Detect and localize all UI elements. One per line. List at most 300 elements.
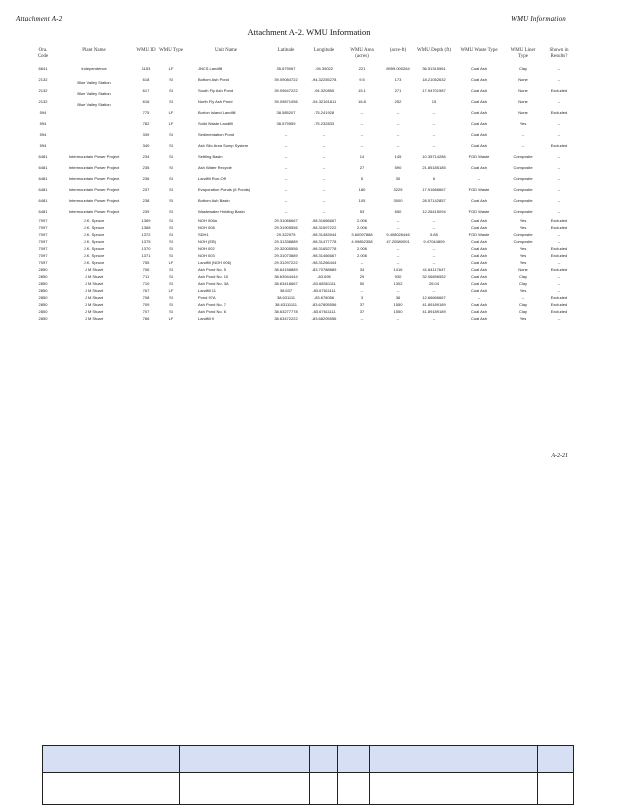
cell-area: -- [360,316,364,321]
page-title: Attachment A-2. WMU Information [247,27,371,37]
cell-id: 617 [142,88,150,93]
col-header-id: WMU ID [136,48,156,53]
cell-lat: 29.32005556 [274,246,298,251]
cell-shown: -- [557,260,561,265]
table-row [32,107,578,118]
cell-liner: Yes [519,253,527,258]
cell-depth: 17.94701987 [422,88,446,93]
table-row [32,217,578,224]
cell-unit: Wastewater Holding Basin [198,209,245,214]
cell-lat: 29.31297222 [274,260,298,265]
bottom-table-divider [309,746,310,804]
cell-id: 708 [142,295,150,300]
cell-shown: -- [557,187,561,192]
cell-shown: Excluded [550,110,568,115]
cell-liner: Composite [513,209,533,214]
cell-lat: 35.679067 [276,66,296,71]
cell-id: 782 [142,121,150,126]
cell-vol: 3225 [393,187,403,192]
cell-shown: -- [557,232,561,237]
cell-area: 50 [359,281,365,286]
cell-depth: 26.04 [428,281,439,286]
cell-area: 27 [359,165,365,170]
table-row [32,245,578,252]
table-row [32,162,578,173]
cell-depth: 41.89189189 [422,309,446,314]
cell-code: 2850 [38,267,48,272]
cell-code: 594 [39,110,47,115]
cell-plant: J M Stuart [84,288,104,293]
cell-plant: Intermountain Power Project [68,154,120,159]
cell-waste: Coal Ash [470,288,487,293]
cell-unit: SDH1 [198,232,209,237]
cell-type: LF [168,121,174,126]
cell-lat: 39.09084722 [274,77,298,82]
cell-liner: Composite [513,187,533,192]
table-row [32,206,578,217]
cell-code: 7097 [38,246,48,251]
cell-lon: -83.68205556 [311,316,337,321]
table-row [32,315,578,322]
cell-code: 7097 [38,218,48,223]
cell-type: SI [169,239,173,244]
table-header-row [32,48,578,63]
cell-shown: -- [557,198,561,203]
cell-waste: Coal Ash [470,281,487,286]
cell-lon: -98.31666667 [311,218,337,223]
cell-lat: 38.63416667 [274,281,298,286]
cell-type: SI [169,132,173,137]
cell-liner: Clay [518,302,527,307]
wmu-table [32,48,578,322]
cell-lon: -83.67611111 [312,309,336,314]
cell-vol: 1416 [393,267,403,272]
cell-id: 775 [142,110,150,115]
col-header-plant: Plant Name [82,48,106,53]
cell-lon: -98.31477778 [311,239,337,244]
cell-depth: -- [432,121,436,126]
cell-vol: 650 [394,209,402,214]
cell-shown: Excluded [550,218,568,223]
cell-code: 2850 [38,302,48,307]
cell-lon: -83.68361111 [312,281,336,286]
cell-depth: 15 [431,99,437,104]
cell-area: 221 [358,66,366,71]
cell-unit: Settling Basin [198,154,223,159]
cell-id: 616 [142,99,150,104]
cell-waste: FGD Waste [468,187,490,192]
cell-lat: 38.63944444 [274,274,298,279]
cell-shown: Excluded [550,225,568,230]
table-row [32,287,578,294]
cell-id: 755 [142,260,150,265]
cell-waste: Coal Ash [470,99,487,104]
cell-unit: Ash Pond No. 5 [198,267,227,272]
cell-vol: 590 [394,165,402,170]
cell-depth: -- [432,143,436,148]
cell-lat: -- [284,176,288,181]
cell-liner: Clay [518,309,527,314]
cell-vol: 47.20580001 [386,239,410,244]
cell-vol: 173 [394,77,402,82]
cell-area: 180 [358,187,366,192]
cell-waste: Coal Ash [470,121,487,126]
bottom-table-header-band [43,746,573,773]
table-row [32,96,578,107]
col-header-type: WMU Type [159,48,183,53]
cell-liner: Composite [513,239,533,244]
cell-id: 340 [142,143,150,148]
cell-unit: Burton Island Landfill [198,110,236,115]
cell-lon: -83.695 [317,274,331,279]
cell-plant: J M Stuart [84,302,104,307]
cell-id: 767 [142,288,150,293]
cell-plant: J M Stuart [84,316,104,321]
bottom-table-divider [369,746,370,804]
table-row [32,140,578,151]
cell-waste: Coal Ash [470,218,487,223]
cell-lat: -- [284,165,288,170]
cell-lat: 38.631111 [276,295,296,300]
cell-code: 2850 [38,274,48,279]
cell-vol: 271 [394,88,402,93]
table-row [32,280,578,287]
table-row [32,252,578,259]
cell-lat: -- [284,154,288,159]
cell-type: SI [169,295,173,300]
bottom-table-divider [537,746,538,804]
cell-vol: 30 [395,176,401,181]
cell-vol: -- [396,316,400,321]
col-header-area: WMU Area (acres) [350,48,374,59]
cell-unit: Ash Water Recycle [198,165,232,170]
cell-code: 7097 [38,253,48,258]
cell-lat: 39.09871056 [274,99,298,104]
cell-type: SI [169,225,173,230]
cell-code: 2850 [38,309,48,314]
cell-waste: Coal Ash [470,225,487,230]
cell-lon: -- [322,154,326,159]
cell-depth: 41.89189189 [422,302,446,307]
cell-liner: Yes [519,246,527,251]
cell-plant: Intermountain Power Project [68,209,120,214]
cell-vol: -- [396,288,400,293]
cell-vol: -- [396,225,400,230]
cell-plant [54,118,134,129]
cell-plant: Intermountain Power Project [68,198,120,203]
cell-liner: Yes [519,260,527,265]
cell-waste: Coal Ash [470,77,487,82]
cell-id: 1375 [141,239,151,244]
cell-lon: -98.31652778 [311,246,337,251]
cell-unit: Solid Waste Landfill [198,121,233,126]
cell-lon: -98.31483944 [311,232,337,237]
bottom-table-divider [337,746,338,804]
cell-unit: NOH 002 [198,246,215,251]
cell-liner: Clay [518,66,527,71]
cell-depth: 21.85185185 [422,165,446,170]
cell-vol: -- [396,132,400,137]
cell-plant: J.K. Spruce [83,246,105,251]
cell-area: 2.006 [356,253,367,258]
cell-shown: Excluded [550,246,568,251]
cell-lat: 29.31066667 [274,218,298,223]
cell-plant: J.K. Spruce [83,253,105,258]
cell-type: LF [168,316,174,321]
cell-lat: 38.585207 [276,110,296,115]
cell-area: 14 [359,154,365,159]
cell-unit: Landfill Run-Off [198,176,226,181]
cell-vol: 930 [394,274,402,279]
cell-area: 37 [359,302,365,307]
cell-id: 236 [142,176,150,181]
cell-waste: Coal Ash [470,274,487,279]
cell-area: -- [360,110,364,115]
cell-unit: Landfill 11 [198,288,216,293]
cell-type: SI [169,143,173,148]
cell-depth: 12.26415094 [422,209,446,214]
cell-area: 4.99852358 [351,239,373,244]
cell-code: 2132 [38,99,48,104]
cell-depth: 9.47044809 [423,239,445,244]
cell-lat: 38.579559 [276,121,296,126]
table-row [32,266,578,273]
table-row [32,118,578,129]
cell-liner: Composite [513,232,533,237]
cell-code: 2850 [38,295,48,300]
table-row [32,151,578,162]
cell-lon: -- [322,198,326,203]
cell-unit: South Fly Ash Pond [198,88,234,93]
cell-liner: None [518,88,528,93]
cell-code: 7097 [38,239,48,244]
cell-plant [54,129,134,140]
cell-liner: -- [521,295,525,300]
cell-depth: 28.57142857 [422,198,446,203]
table-row [32,184,578,195]
cell-id: 1371 [141,253,151,258]
cell-shown: -- [557,77,561,82]
col-header-unit: Unit Name [214,48,238,53]
cell-liner: Composite [513,176,533,181]
cell-code: 594 [39,121,47,126]
cell-plant: Independence [81,66,107,71]
cell-vol: 1550 [393,309,403,314]
table-body [32,63,578,322]
cell-unit: Ash Pond No. 3A [198,281,229,286]
cell-lat: 38.64158889 [274,267,298,272]
cell-liner: None [518,99,528,104]
cell-id: 239 [142,209,150,214]
cell-depth: 6 [432,176,436,181]
cell-id: 707 [142,309,150,314]
cell-liner: Composite [513,165,533,170]
cell-code: 6481 [38,198,48,203]
cell-depth: 41.64117647 [422,267,446,272]
cell-unit: NOH 003 [198,253,215,258]
cell-shown: Excluded [550,309,568,314]
cell-plant: J.K. Spruce [83,225,105,230]
table-row [32,238,578,245]
cell-type: LF [168,260,174,265]
cell-unit: Landfill 9 [198,316,215,321]
cell-depth: -- [432,246,436,251]
cell-shown: -- [557,281,561,286]
cell-id: 618 [142,77,150,82]
cell-lat: 38.63111111 [275,302,297,307]
cell-plant: Intermountain Power Project [68,187,120,192]
cell-type: SI [169,218,173,223]
cell-code: 2132 [38,88,48,93]
cell-shown: -- [557,274,561,279]
cell-liner: -- [521,132,525,137]
cell-unit: NOH 008 [198,225,215,230]
cell-lon: -83.67805556 [311,302,337,307]
cell-lon: -- [322,165,326,170]
cell-lon: -- [322,176,326,181]
cell-type: SI [169,88,173,93]
cell-depth: 5.85 [430,232,438,237]
cell-depth: -- [432,225,436,230]
cell-code: 594 [39,143,47,148]
cell-type: LF [168,66,174,71]
cell-unit: Ash Pond No. 10 [198,274,229,279]
col-header-latitude: Latitude [277,48,295,53]
cell-type: SI [169,232,173,237]
cell-shown: -- [557,239,561,244]
cell-liner: None [518,77,528,82]
cell-shown: Excluded [550,295,568,300]
cell-vol: 9.408026446 [386,232,410,237]
col-header-liner: WMU Liner Type [510,48,536,59]
cell-liner: None [518,110,528,115]
cell-vol: -- [396,260,400,265]
cell-lat: 29.31073889 [274,253,298,258]
col-header-longitude: Longitude [313,48,335,53]
cell-depth: 18.21052632 [422,77,446,82]
cell-type: LF [168,110,174,115]
cell-id: 1372 [141,232,151,237]
cell-shown: -- [557,316,561,321]
cell-waste: Coal Ash [470,165,487,170]
cell-vol: -- [396,121,400,126]
cell-waste: Coal Ash [470,110,487,115]
cell-liner: None [518,267,528,272]
cell-type: SI [169,209,173,214]
col-header-waste: WMU Waste Type [460,48,498,53]
cell-lat: 38.637 [279,288,293,293]
cell-liner: Clay [518,281,527,286]
cell-lon: -94.320855 [313,88,335,93]
cell-lon: -- [322,132,326,137]
table-row [32,63,578,74]
cell-type: SI [169,267,173,272]
header-right: WMU Information [511,15,566,23]
col-header-code: Ora. Code [37,48,49,59]
table-row [32,273,578,280]
cell-liner: Composite [513,198,533,203]
cell-depth: 32.06896552 [422,274,446,279]
cell-code: 594 [39,132,47,137]
cell-plant: Intermountain Power Project [68,165,120,170]
cell-area: -- [360,132,364,137]
cell-waste: Coal Ash [470,260,487,265]
cell-id: 238 [142,198,150,203]
cell-vol: 145 [394,154,402,159]
cell-vol: 3000 [393,198,403,203]
cell-liner: Yes [519,218,527,223]
bottom-table-frame [42,745,574,805]
cell-waste: FGD Waste [468,154,490,159]
cell-lon: -- [322,187,326,192]
cell-area: 105 [358,198,366,203]
cell-id: 339 [142,132,150,137]
cell-area: -- [360,143,364,148]
cell-type: SI [169,154,173,159]
cell-vol: 8959.000264 [386,66,410,71]
cell-area: 5 [360,176,364,181]
cell-vol: -- [396,253,400,258]
cell-vol: 36 [395,295,401,300]
cell-depth: 36.51315961 [422,66,446,71]
cell-id: 711 [142,274,150,279]
cell-depth: -- [432,132,436,137]
cell-type: SI [169,274,173,279]
cell-shown: -- [557,176,561,181]
cell-area: 37 [359,309,365,314]
cell-lon: -94.32255278 [311,77,337,82]
cell-lon: -- [322,143,326,148]
cell-lon: -83.67611111 [312,288,336,293]
cell-shown: -- [557,132,561,137]
cell-unit: Bottom Ash Basin [198,198,230,203]
cell-vol: -- [396,218,400,223]
cell-type: SI [169,187,173,192]
cell-area: 3.60097888 [351,232,373,237]
cell-lon: -98.31466667 [311,253,337,258]
cell-depth: -- [432,253,436,258]
cell-type: SI [169,253,173,258]
cell-shown: Excluded [550,302,568,307]
cell-waste: Coal Ash [470,267,487,272]
cell-waste: Coal Ash [470,316,487,321]
cell-code: 6481 [38,209,48,214]
cell-shown: Excluded [550,88,568,93]
cell-waste: Coal Ash [470,246,487,251]
cell-depth: 10.35714286 [422,154,446,159]
cell-waste: Coal Ash [470,66,487,71]
cell-vol: 1302 [393,281,403,286]
cell-unit: Pond 97A [198,295,216,300]
cell-id: 237 [142,187,150,192]
cell-shown: -- [557,99,561,104]
cell-plant: J M Stuart [84,274,104,279]
cell-type: SI [169,309,173,314]
cell-type: SI [169,281,173,286]
cell-lat: -- [284,209,288,214]
cell-depth: 17.91666667 [422,187,446,192]
cell-liner: -- [521,143,525,148]
cell-liner: Yes [519,121,527,126]
table-row [32,231,578,238]
cell-depth: -- [432,316,436,321]
cell-vol: -- [396,246,400,251]
table-row [32,259,578,266]
header-left: Attachment A-2 [16,15,63,23]
cell-depth: -- [432,288,436,293]
cell-id: 1370 [141,246,151,251]
cell-area: 9.5 [359,77,365,82]
